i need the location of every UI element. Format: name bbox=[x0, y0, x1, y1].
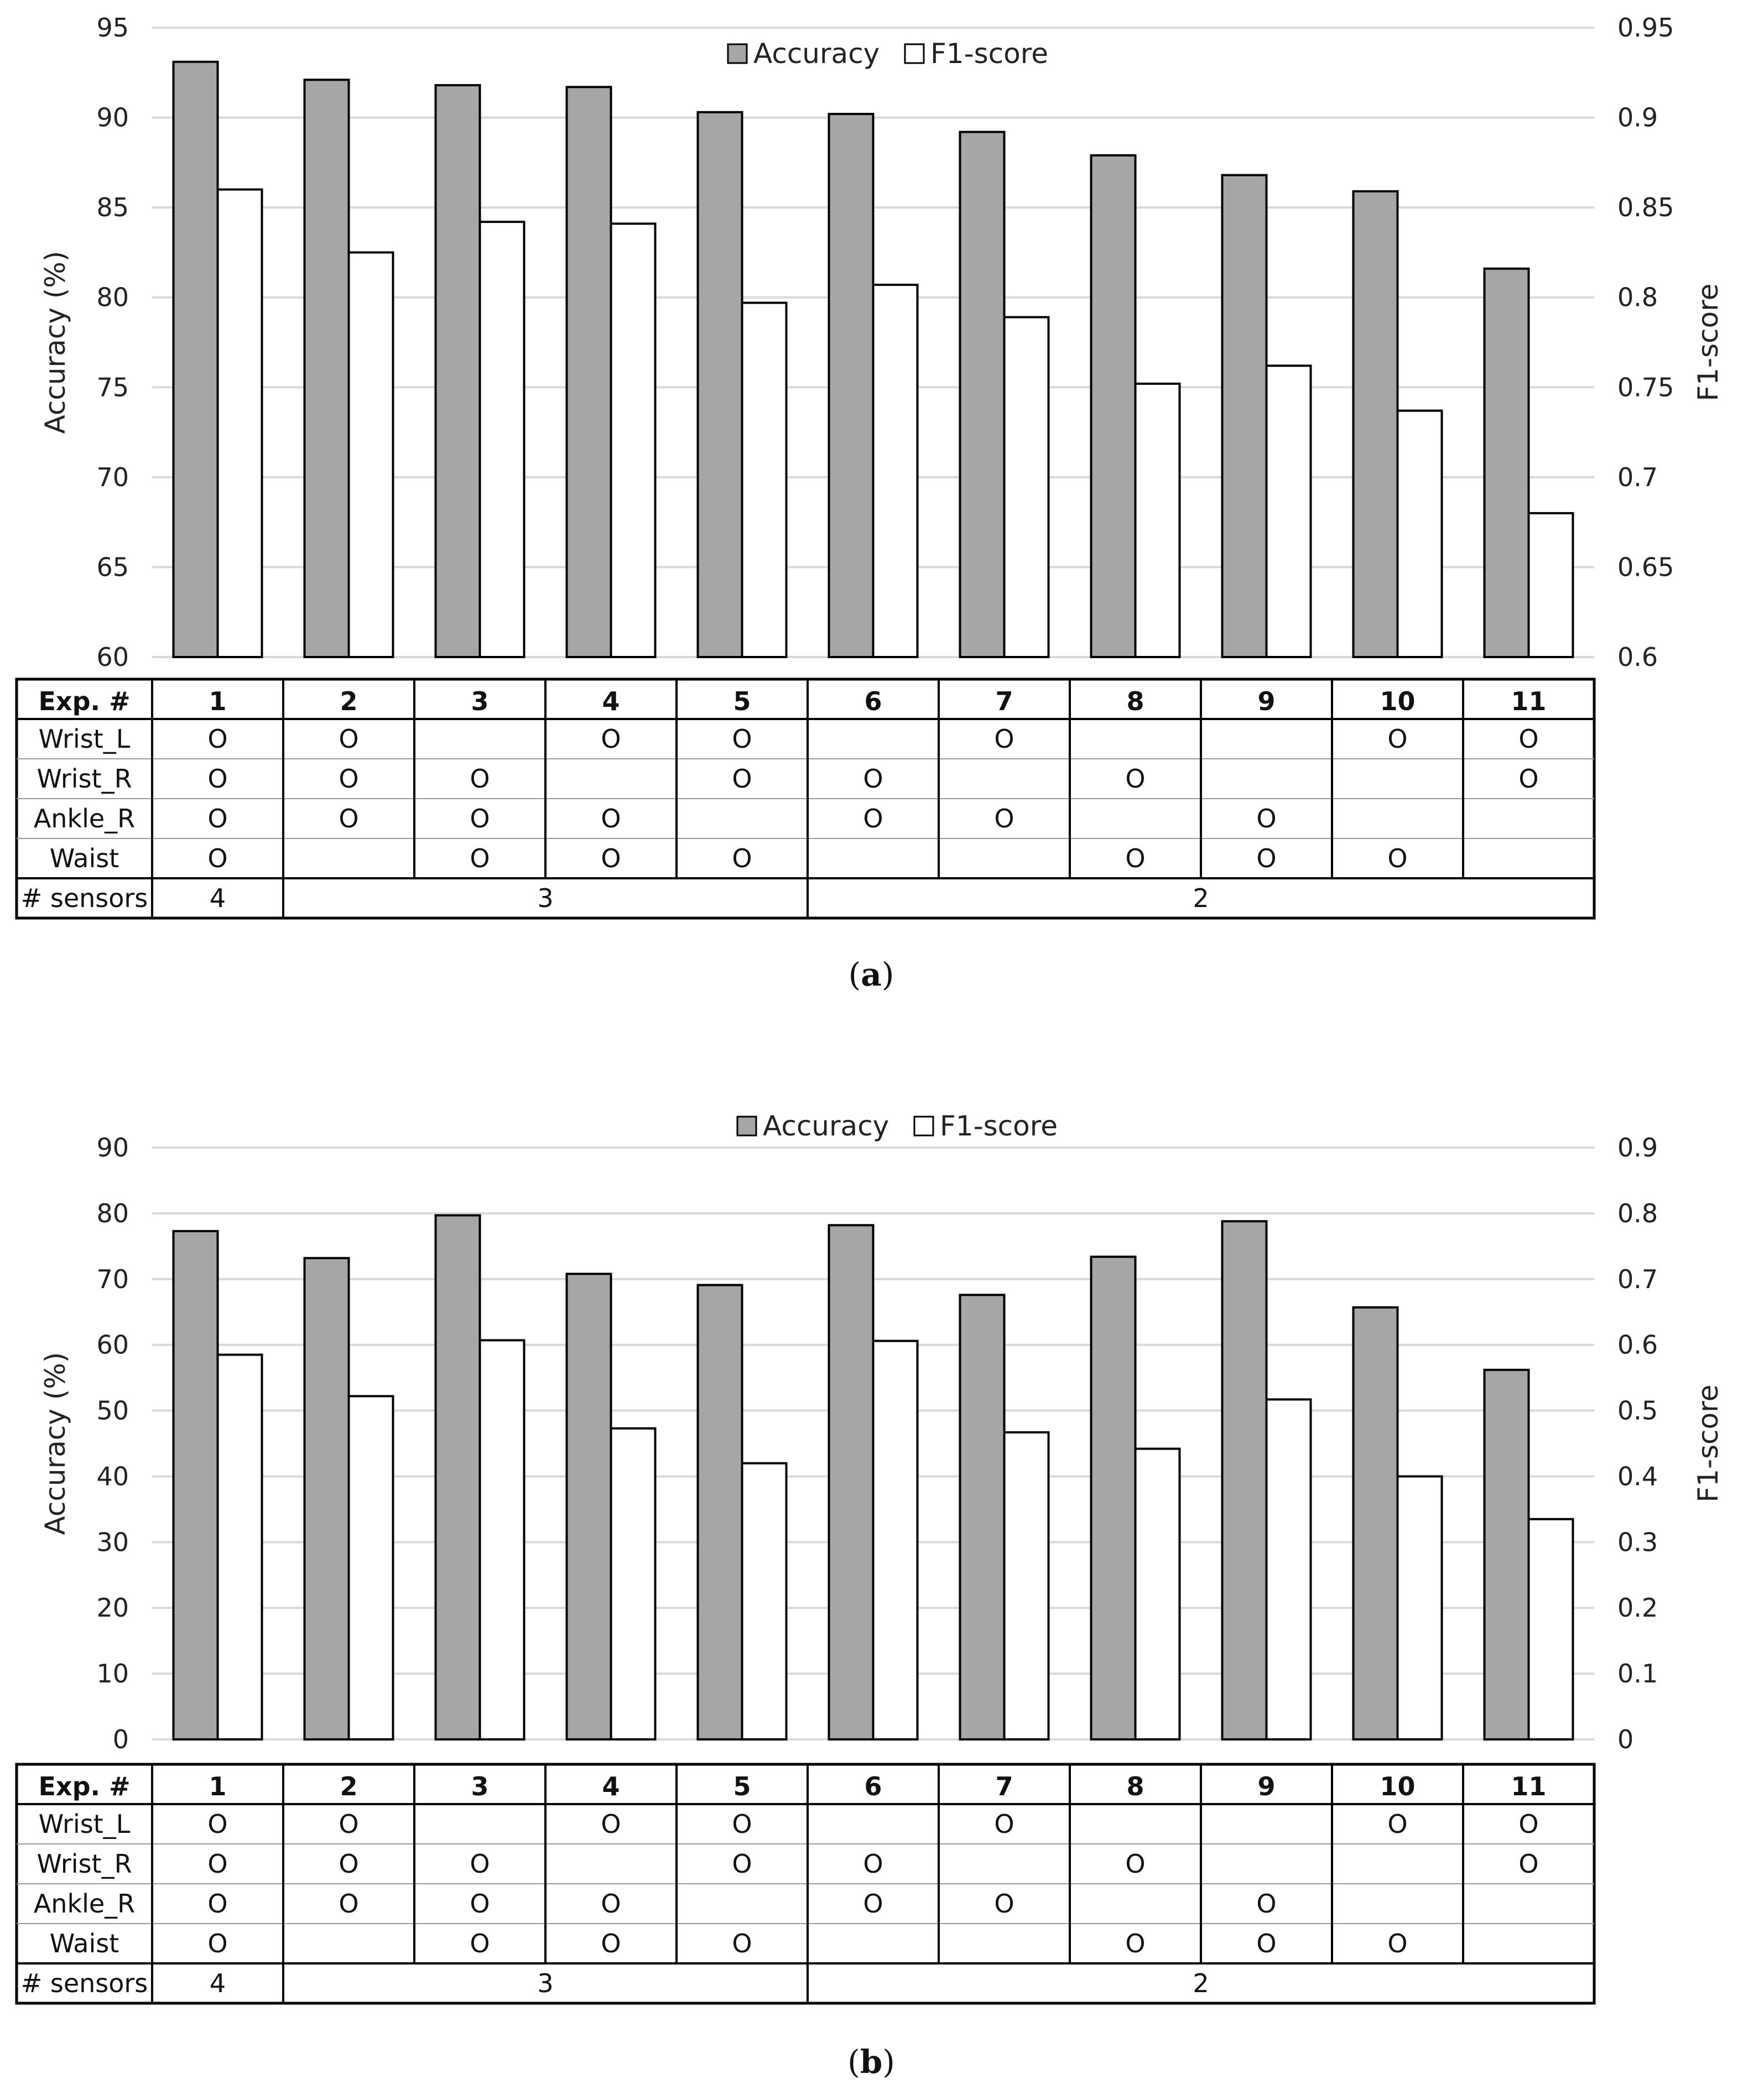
table-mark: O bbox=[470, 804, 490, 833]
table-mark: O bbox=[1518, 724, 1539, 754]
table-mark: O bbox=[339, 1809, 359, 1839]
left-tick-label: 95 bbox=[96, 13, 129, 43]
left-tick-label: 40 bbox=[96, 1461, 129, 1492]
bar-f1-score-1 bbox=[218, 190, 262, 657]
legend-label-f1-score: F1-score bbox=[930, 38, 1048, 70]
bar-accuracy-2 bbox=[305, 1258, 349, 1739]
bar-f1-score-8 bbox=[1136, 1449, 1180, 1739]
table-header-exp-7: 7 bbox=[995, 686, 1013, 716]
caption-letter: a bbox=[861, 956, 882, 993]
left-tick-label: 50 bbox=[96, 1395, 129, 1426]
right-tick-label: 0.75 bbox=[1617, 372, 1674, 403]
right-axis-title: F1-score bbox=[1692, 1384, 1724, 1503]
bar-f1-score-5 bbox=[742, 303, 787, 657]
table-header-exp-8: 8 bbox=[1126, 686, 1144, 716]
bar-f1-score-1 bbox=[218, 1355, 262, 1740]
table-mark: O bbox=[207, 724, 228, 754]
bar-f1-score-11 bbox=[1529, 1519, 1573, 1739]
left-tick-label: 20 bbox=[96, 1593, 129, 1623]
left-tick-label: 0 bbox=[112, 1724, 129, 1754]
table-mark: O bbox=[207, 804, 228, 833]
legend-swatch-accuracy bbox=[728, 44, 747, 63]
chart-panel-b bbox=[17, 1110, 1724, 2081]
table-mark: O bbox=[339, 804, 359, 833]
right-tick-label: 0.6 bbox=[1617, 1330, 1658, 1360]
table-row-label: Ankle_R bbox=[33, 1889, 136, 1919]
left-tick-label: 10 bbox=[96, 1659, 129, 1689]
table-mark: O bbox=[339, 724, 359, 754]
left-tick-label: 75 bbox=[96, 372, 129, 403]
table-row-label: Wrist_L bbox=[38, 1809, 131, 1839]
table-mark: O bbox=[1387, 724, 1408, 754]
legend bbox=[737, 1110, 1058, 1142]
table-mark: O bbox=[994, 1809, 1014, 1839]
legend-label-accuracy: Accuracy bbox=[763, 1110, 889, 1142]
left-axis-title: Accuracy (%) bbox=[39, 251, 71, 434]
table-mark: O bbox=[732, 1849, 752, 1879]
bar-f1-score-9 bbox=[1267, 366, 1311, 657]
table-sensor-count: 3 bbox=[537, 883, 554, 913]
table-row-label: Ankle_R bbox=[33, 804, 136, 833]
table-mark: O bbox=[207, 1849, 228, 1879]
caption-paren-close: ) bbox=[881, 956, 894, 993]
table-mark: O bbox=[1256, 843, 1277, 873]
left-tick-label: 80 bbox=[96, 282, 129, 312]
table-mark: O bbox=[339, 764, 359, 794]
table-mark: O bbox=[470, 764, 490, 794]
table-sensor-count: 4 bbox=[209, 1968, 226, 1998]
table-row-label: Wrist_R bbox=[37, 764, 132, 794]
panel-caption bbox=[849, 956, 894, 993]
legend-swatch-f1-score bbox=[914, 1117, 933, 1135]
bar-accuracy-11 bbox=[1485, 269, 1529, 657]
table-header-exp-9: 9 bbox=[1257, 686, 1276, 716]
bar-f1-score-8 bbox=[1136, 384, 1180, 657]
table-sensor-count: 3 bbox=[537, 1968, 554, 1998]
left-tick-label: 90 bbox=[96, 102, 129, 133]
table-header-exp-11: 11 bbox=[1511, 1771, 1547, 1801]
table-header-label: Exp. # bbox=[38, 1771, 131, 1801]
bar-f1-score-4 bbox=[611, 1429, 655, 1739]
table-sensor-count: 4 bbox=[209, 883, 226, 913]
table-mark: O bbox=[207, 1889, 228, 1919]
bar-accuracy-5 bbox=[698, 1285, 742, 1739]
bar-accuracy-8 bbox=[1091, 155, 1136, 657]
bar-accuracy-5 bbox=[698, 112, 742, 657]
table-header-label: Exp. # bbox=[38, 686, 131, 716]
sensor-table bbox=[17, 1764, 1594, 2003]
table-mark: O bbox=[994, 724, 1014, 754]
left-tick-label: 65 bbox=[96, 552, 129, 582]
table-mark: O bbox=[994, 804, 1014, 833]
table-mark: O bbox=[1387, 1929, 1408, 1958]
right-tick-label: 0.7 bbox=[1617, 1264, 1658, 1294]
bar-f1-score-3 bbox=[480, 1340, 524, 1739]
left-tick-label: 60 bbox=[96, 642, 129, 672]
right-tick-label: 0.5 bbox=[1617, 1395, 1658, 1426]
table-header-exp-5: 5 bbox=[733, 686, 751, 716]
table-header-exp-7: 7 bbox=[995, 1771, 1013, 1801]
table-mark: O bbox=[732, 764, 752, 794]
table-mark: O bbox=[863, 764, 883, 794]
table-mark: O bbox=[1125, 764, 1146, 794]
bar-accuracy-1 bbox=[174, 1231, 218, 1739]
left-tick-label: 70 bbox=[96, 462, 129, 492]
left-tick-label: 80 bbox=[96, 1198, 129, 1228]
bar-accuracy-4 bbox=[567, 87, 611, 657]
caption-paren-close: ) bbox=[882, 2043, 895, 2081]
table-row-label: Wrist_R bbox=[37, 1849, 132, 1879]
right-tick-label: 0.1 bbox=[1617, 1659, 1658, 1689]
bar-accuracy-1 bbox=[174, 62, 218, 657]
bar-accuracy-9 bbox=[1222, 175, 1267, 657]
bar-accuracy-6 bbox=[829, 114, 873, 657]
table-header-exp-10: 10 bbox=[1380, 1771, 1416, 1801]
table-header-exp-3: 3 bbox=[471, 1771, 489, 1801]
left-tick-label: 90 bbox=[96, 1133, 129, 1163]
bar-f1-score-4 bbox=[611, 223, 655, 657]
table-sensors-label: # sensors bbox=[20, 883, 148, 913]
left-tick-label: 60 bbox=[96, 1330, 129, 1360]
table-mark: O bbox=[601, 1809, 621, 1839]
panel-caption bbox=[847, 2043, 895, 2081]
table-mark: O bbox=[1125, 843, 1146, 873]
right-tick-label: 0.85 bbox=[1617, 192, 1674, 223]
left-axis-title: Accuracy (%) bbox=[39, 1352, 71, 1535]
table-mark: O bbox=[1125, 1849, 1146, 1879]
table-mark: O bbox=[863, 1889, 883, 1919]
table-mark: O bbox=[1518, 1809, 1539, 1839]
table-header-exp-1: 1 bbox=[209, 1771, 227, 1801]
table-header-exp-4: 4 bbox=[602, 686, 620, 716]
table-mark: O bbox=[1518, 1849, 1539, 1879]
table-mark: O bbox=[732, 1929, 752, 1958]
bar-accuracy-4 bbox=[567, 1274, 611, 1739]
bar-accuracy-11 bbox=[1485, 1370, 1529, 1739]
table-mark: O bbox=[1387, 1809, 1408, 1839]
table-header-exp-6: 6 bbox=[864, 686, 882, 716]
right-tick-label: 0.6 bbox=[1617, 642, 1658, 672]
bar-accuracy-10 bbox=[1354, 191, 1398, 657]
bar-accuracy-3 bbox=[436, 1215, 480, 1739]
table-header-exp-3: 3 bbox=[471, 686, 489, 716]
left-tick-label: 30 bbox=[96, 1527, 129, 1557]
left-tick-label: 70 bbox=[96, 1264, 129, 1294]
table-header-exp-10: 10 bbox=[1380, 686, 1416, 716]
right-axis-title: F1-score bbox=[1692, 283, 1724, 402]
table-mark: O bbox=[601, 1929, 621, 1958]
right-tick-label: 0.8 bbox=[1617, 1198, 1658, 1228]
bar-accuracy-10 bbox=[1354, 1307, 1398, 1739]
table-mark: O bbox=[339, 1849, 359, 1879]
table-mark: O bbox=[994, 1889, 1014, 1919]
table-mark: O bbox=[470, 1849, 490, 1879]
bar-accuracy-9 bbox=[1222, 1221, 1267, 1739]
right-tick-label: 0.95 bbox=[1617, 13, 1674, 43]
bar-f1-score-7 bbox=[1005, 1432, 1049, 1739]
table-mark: O bbox=[1256, 1889, 1277, 1919]
right-tick-label: 0.65 bbox=[1617, 552, 1674, 582]
table-header-exp-11: 11 bbox=[1511, 686, 1547, 716]
bar-f1-score-6 bbox=[873, 285, 918, 657]
table-mark: O bbox=[207, 843, 228, 873]
bar-f1-score-11 bbox=[1529, 513, 1573, 657]
table-row-label: Waist bbox=[49, 843, 119, 873]
table-header-exp-9: 9 bbox=[1257, 1771, 1276, 1801]
bar-accuracy-3 bbox=[436, 85, 480, 657]
table-header-exp-6: 6 bbox=[864, 1771, 882, 1801]
right-tick-label: 0.9 bbox=[1617, 1133, 1658, 1163]
table-mark: O bbox=[339, 1889, 359, 1919]
table-row-label: Wrist_L bbox=[38, 724, 131, 754]
bar-f1-score-9 bbox=[1267, 1399, 1311, 1739]
table-header-exp-2: 2 bbox=[340, 1771, 358, 1801]
table-mark: O bbox=[1256, 1929, 1277, 1958]
right-tick-label: 0.3 bbox=[1617, 1527, 1658, 1557]
caption-letter: b bbox=[860, 2043, 883, 2081]
bar-f1-score-2 bbox=[349, 1396, 393, 1739]
bar-f1-score-3 bbox=[480, 222, 524, 657]
bar-f1-score-10 bbox=[1398, 1476, 1442, 1739]
legend-label-accuracy: Accuracy bbox=[753, 38, 880, 70]
chart-panel-a bbox=[17, 13, 1724, 993]
right-tick-label: 0.2 bbox=[1617, 1593, 1658, 1623]
sensor-table bbox=[17, 679, 1594, 918]
bar-accuracy-7 bbox=[960, 1295, 1005, 1739]
table-mark: O bbox=[732, 724, 752, 754]
table-mark: O bbox=[732, 843, 752, 873]
right-tick-label: 0.7 bbox=[1617, 462, 1658, 492]
bar-f1-score-2 bbox=[349, 252, 393, 657]
legend-swatch-f1-score bbox=[905, 44, 924, 63]
table-mark: O bbox=[207, 1929, 228, 1958]
table-header-exp-1: 1 bbox=[209, 686, 227, 716]
table-row-label: Waist bbox=[49, 1929, 119, 1958]
table-mark: O bbox=[1387, 843, 1408, 873]
table-mark: O bbox=[207, 1809, 228, 1839]
right-tick-label: 0 bbox=[1617, 1724, 1634, 1754]
legend-label-f1-score: F1-score bbox=[940, 1110, 1058, 1142]
table-mark: O bbox=[601, 724, 621, 754]
table-mark: O bbox=[1256, 804, 1277, 833]
legend bbox=[728, 38, 1048, 70]
table-mark: O bbox=[601, 804, 621, 833]
table-sensor-count: 2 bbox=[1193, 1968, 1209, 1998]
table-sensor-count: 2 bbox=[1193, 883, 1209, 913]
bar-accuracy-7 bbox=[960, 132, 1005, 657]
table-mark: O bbox=[601, 1889, 621, 1919]
caption-paren-open: ( bbox=[847, 2043, 860, 2081]
bar-f1-score-10 bbox=[1398, 411, 1442, 657]
table-sensors-label: # sensors bbox=[20, 1968, 148, 1998]
table-mark: O bbox=[470, 1929, 490, 1958]
bar-f1-score-7 bbox=[1005, 317, 1049, 657]
table-mark: O bbox=[470, 1889, 490, 1919]
table-mark: O bbox=[470, 843, 490, 873]
table-mark: O bbox=[601, 843, 621, 873]
bar-f1-score-6 bbox=[873, 1341, 918, 1739]
right-tick-label: 0.4 bbox=[1617, 1461, 1658, 1492]
bar-f1-score-5 bbox=[742, 1463, 787, 1739]
table-mark: O bbox=[732, 1809, 752, 1839]
table-header-exp-4: 4 bbox=[602, 1771, 620, 1801]
table-header-exp-5: 5 bbox=[733, 1771, 751, 1801]
bar-accuracy-2 bbox=[305, 80, 349, 657]
bar-accuracy-6 bbox=[829, 1225, 873, 1739]
table-mark: O bbox=[863, 804, 883, 833]
legend-swatch-accuracy bbox=[737, 1117, 756, 1135]
left-tick-label: 85 bbox=[96, 192, 129, 223]
table-header-exp-2: 2 bbox=[340, 686, 358, 716]
right-tick-label: 0.9 bbox=[1617, 102, 1658, 133]
table-mark: O bbox=[863, 1849, 883, 1879]
table-mark: O bbox=[207, 764, 228, 794]
right-tick-label: 0.8 bbox=[1617, 282, 1658, 312]
table-mark: O bbox=[1518, 764, 1539, 794]
table-header-exp-8: 8 bbox=[1126, 1771, 1144, 1801]
caption-paren-open: ( bbox=[848, 956, 861, 993]
bar-accuracy-8 bbox=[1091, 1257, 1136, 1739]
table-mark: O bbox=[1125, 1929, 1146, 1958]
